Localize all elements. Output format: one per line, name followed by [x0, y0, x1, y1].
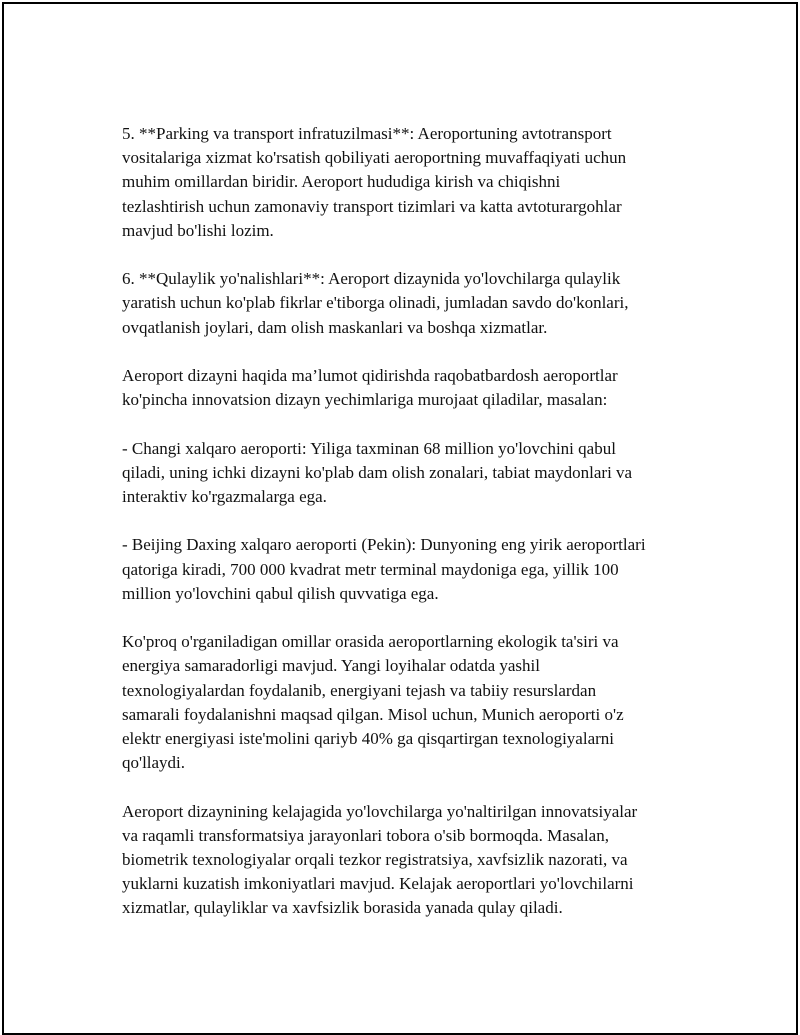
paragraph-design-info: Aeroport dizayni haqida ma’lumot qidirishda raqobatbardosh aeroportlar ko'pincha innovatsion dizayn yechimlariga murojaat qiladilar, masalan:	[122, 366, 618, 410]
page-frame	[2, 2, 798, 1035]
paragraph-ecology-energy: Ko'proq o'rganiladigan omillar orasida aeroportlarning ekologik ta'siri va energiya samaradorligi mavjud. Yangi loyihalar odatda yashil texnologiyalardan foydalanib, energiyani tejash va tabiiy resurslardan samarali foydalanishni maqsad qilgan. Misol uchun, Munich aeroporti o'z elektr energiyasi iste'molini qariyb 40% ga qisqartirgan texnologiyalarni qo'llaydi.	[122, 632, 624, 773]
paragraph-comfort-directions: 6. **Qulaylik yo'nalishlari**: Aeroport dizaynida yo'lovchilarga qulaylik yaratish uchun ko'plab fikrlar e'tiborga olinadi, jumladan savdo do'konlari, ovqatlanish joylari, dam olish maskanlari va boshqa xizmatlar.	[122, 269, 629, 337]
document-body	[122, 122, 702, 921]
paragraph-changi-airport: - Changi xalqaro aeroporti: Yiliga taxminan 68 million yo'lovchini qabul qiladi, uning ichki dizayni ko'plab dam olish zonalari, tabiat maydonlari va interaktiv ko'rgazmalarga ega.	[122, 438, 633, 506]
paragraph-parking-transport: 5. **Parking va transport infratuzilmasi**: Aeroportuning avtotransport vositalariga xizmat ko'rsatish qobiliyati aeroportning muvaffaqiyati uchun muhim omillardan biridir. Aeroport hududiga kirish va chiqishni tezlashtirish uchun zamonaviy transport tizimlari va katta avtoturargohlar mavjud bo'lishi lozim.	[122, 124, 627, 240]
paragraph-future-design: Aeroport dizaynining kelajagida yo'lovchilarga yo'naltirilgan innovatsiyalar va raqamli transformatsiya jarayonlari tobora o'sib bormoqda. Masalan, biometrik texnologiyalar orqali tezkor registratsiya, xavfsizlik nazorati, va yuklarni kuzatish imkoniyatlari mavjud. Kelajak aeroportlari yo'lovchilarni xizmatlar, qulayliklar va xavfsizlik borasida yanada qulay qiladi.	[122, 801, 638, 918]
paragraph-beijing-daxing-airport: - Beijing Daxing xalqaro aeroporti (Pekin): Dunyoning eng yirik aeroportlari qatoriga kiradi, 700 000 kvadrat metr terminal maydoniga ega, yillik 100 million yo'lovchini qabul qilish quvvatiga ega.	[122, 535, 646, 603]
